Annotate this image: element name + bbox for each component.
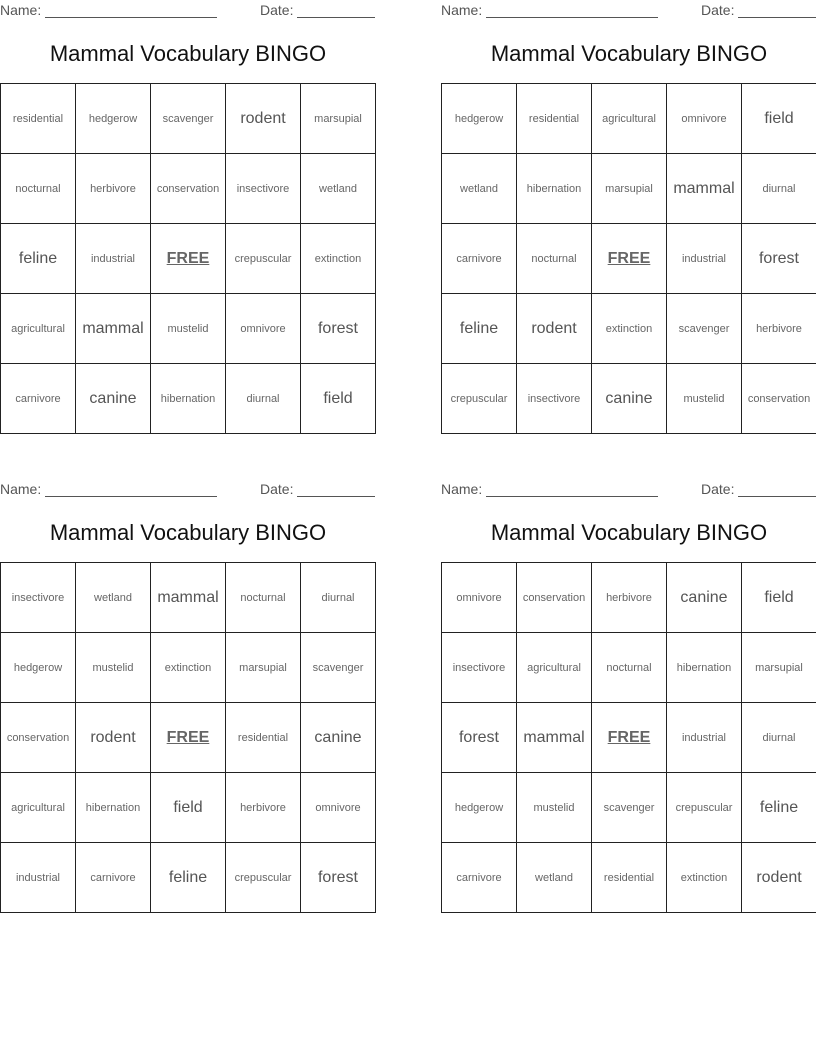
bingo-cell: mammal: [667, 154, 742, 224]
bingo-cell: residential: [592, 843, 667, 913]
bingo-row: [1, 633, 376, 703]
bingo-cell: scavenger: [592, 773, 667, 843]
name-line: [45, 482, 217, 497]
card-header: [441, 0, 816, 22]
bingo-cell: field: [151, 773, 226, 843]
bingo-cell: mustelid: [76, 633, 151, 703]
bingo-cell: conservation: [1, 703, 76, 773]
bingo-cell: agricultural: [592, 84, 667, 154]
bingo-cell: hibernation: [76, 773, 151, 843]
bingo-cell: forest: [301, 843, 376, 913]
bingo-card-1: [0, 0, 376, 407]
date-label: Date:: [701, 2, 735, 18]
date-field: [701, 2, 816, 18]
bingo-cell: nocturnal: [592, 633, 667, 703]
bingo-cell: residential: [1, 84, 76, 154]
date-line: [297, 3, 375, 18]
bingo-cell: forest: [742, 224, 816, 294]
name-label: Name:: [441, 2, 483, 18]
bingo-row: [442, 84, 816, 154]
bingo-row: [1, 773, 376, 843]
bingo-cell: residential: [226, 703, 301, 773]
bingo-cell: herbivore: [592, 563, 667, 633]
bingo-cell: insectivore: [226, 154, 301, 224]
bingo-cell: insectivore: [517, 364, 592, 434]
bingo-cell: mustelid: [517, 773, 592, 843]
bingo-cell: insectivore: [1, 563, 76, 633]
bingo-cell: nocturnal: [226, 563, 301, 633]
bingo-row: [442, 154, 816, 224]
bingo-cell: diurnal: [301, 563, 376, 633]
bingo-cell: omnivore: [667, 84, 742, 154]
bingo-cell: nocturnal: [1, 154, 76, 224]
bingo-cell: feline: [151, 843, 226, 913]
card-title: Mammal Vocabulary BINGO: [490, 520, 768, 545]
bingo-cell: extinction: [151, 633, 226, 703]
bingo-cell: feline: [442, 294, 517, 364]
bingo-cell: mustelid: [151, 294, 226, 364]
bingo-cell: scavenger: [151, 84, 226, 154]
bingo-cell: nocturnal: [517, 224, 592, 294]
free-space-cell: FREE: [151, 703, 226, 773]
bingo-card-2: [441, 0, 816, 407]
card-header: [441, 479, 816, 501]
bingo-cell: marsupial: [226, 633, 301, 703]
bingo-cell: omnivore: [442, 563, 517, 633]
bingo-row: [1, 294, 376, 364]
bingo-cell: hedgerow: [442, 84, 517, 154]
bingo-cell: wetland: [442, 154, 517, 224]
date-label: Date:: [701, 481, 735, 497]
bingo-cell: field: [742, 563, 816, 633]
date-field: [260, 2, 375, 18]
bingo-cell: forest: [442, 703, 517, 773]
bingo-cell: carnivore: [442, 843, 517, 913]
bingo-cell: forest: [301, 294, 376, 364]
bingo-cell: crepuscular: [667, 773, 742, 843]
bingo-cell: mammal: [151, 563, 226, 633]
bingo-cell: industrial: [1, 843, 76, 913]
bingo-row: [442, 843, 816, 913]
date-label: Date:: [260, 2, 294, 18]
bingo-row: [1, 224, 376, 294]
bingo-row: [1, 703, 376, 773]
bingo-cell: diurnal: [742, 703, 816, 773]
bingo-cell: hibernation: [151, 364, 226, 434]
bingo-row: [442, 703, 816, 773]
bingo-cell: mammal: [517, 703, 592, 773]
bingo-cell: diurnal: [742, 154, 816, 224]
bingo-row: [1, 843, 376, 913]
bingo-cell: marsupial: [742, 633, 816, 703]
bingo-grid: [0, 83, 376, 434]
bingo-cell: agricultural: [1, 294, 76, 364]
bingo-row: [442, 773, 816, 843]
bingo-cell: residential: [517, 84, 592, 154]
bingo-row: [442, 294, 816, 364]
name-line: [486, 482, 658, 497]
bingo-row: [1, 154, 376, 224]
bingo-cell: carnivore: [76, 843, 151, 913]
bingo-cell: scavenger: [667, 294, 742, 364]
free-space-cell: FREE: [151, 224, 226, 294]
card-title: Mammal Vocabulary BINGO: [490, 41, 768, 66]
bingo-cell: industrial: [667, 224, 742, 294]
bingo-row: [442, 633, 816, 703]
name-field: [441, 2, 658, 18]
bingo-cell: canine: [667, 563, 742, 633]
bingo-card-4: [441, 479, 816, 886]
bingo-row: [1, 84, 376, 154]
name-label: Name:: [441, 481, 483, 497]
date-field: [260, 481, 375, 497]
free-space-cell: FREE: [592, 224, 667, 294]
bingo-cell: industrial: [76, 224, 151, 294]
bingo-cell: hedgerow: [442, 773, 517, 843]
bingo-row: [1, 364, 376, 434]
bingo-cell: hedgerow: [76, 84, 151, 154]
bingo-cell: wetland: [301, 154, 376, 224]
bingo-row: [442, 364, 816, 434]
bingo-cell: crepuscular: [226, 843, 301, 913]
bingo-cell: wetland: [517, 843, 592, 913]
bingo-cell: canine: [76, 364, 151, 434]
bingo-cell: field: [742, 84, 816, 154]
bingo-cell: omnivore: [226, 294, 301, 364]
bingo-cell: agricultural: [517, 633, 592, 703]
bingo-cell: diurnal: [226, 364, 301, 434]
bingo-grid: [0, 562, 376, 913]
card-title: Mammal Vocabulary BINGO: [49, 41, 327, 66]
bingo-cell: scavenger: [301, 633, 376, 703]
bingo-cell: herbivore: [742, 294, 816, 364]
bingo-cell: field: [301, 364, 376, 434]
bingo-cell: rodent: [517, 294, 592, 364]
bingo-cell: crepuscular: [442, 364, 517, 434]
bingo-cell: rodent: [76, 703, 151, 773]
bingo-cell: conservation: [742, 364, 816, 434]
bingo-cell: canine: [301, 703, 376, 773]
name-label: Name:: [0, 481, 42, 497]
name-field: [441, 481, 658, 497]
bingo-cell: canine: [592, 364, 667, 434]
bingo-cell: rodent: [226, 84, 301, 154]
name-field: [0, 2, 217, 18]
bingo-cell: extinction: [667, 843, 742, 913]
date-line: [297, 482, 375, 497]
bingo-cell: extinction: [301, 224, 376, 294]
bingo-row: [442, 224, 816, 294]
card-header: [0, 479, 376, 501]
bingo-cell: insectivore: [442, 633, 517, 703]
bingo-cell: agricultural: [1, 773, 76, 843]
bingo-cell: extinction: [592, 294, 667, 364]
bingo-cell: herbivore: [226, 773, 301, 843]
bingo-cell: carnivore: [1, 364, 76, 434]
date-line: [738, 482, 816, 497]
bingo-grid: [441, 83, 816, 434]
name-line: [486, 3, 658, 18]
bingo-cell: conservation: [517, 563, 592, 633]
bingo-cell: industrial: [667, 703, 742, 773]
bingo-cell: wetland: [76, 563, 151, 633]
bingo-cell: hedgerow: [1, 633, 76, 703]
bingo-row: [442, 563, 816, 633]
bingo-cell: omnivore: [301, 773, 376, 843]
date-field: [701, 481, 816, 497]
bingo-cell: hibernation: [667, 633, 742, 703]
date-label: Date:: [260, 481, 294, 497]
bingo-cell: marsupial: [592, 154, 667, 224]
bingo-cell: feline: [1, 224, 76, 294]
free-space-cell: FREE: [592, 703, 667, 773]
bingo-cell: crepuscular: [226, 224, 301, 294]
name-label: Name:: [0, 2, 42, 18]
bingo-cell: marsupial: [301, 84, 376, 154]
bingo-cell: herbivore: [76, 154, 151, 224]
bingo-cell: hibernation: [517, 154, 592, 224]
card-header: [0, 0, 376, 22]
name-field: [0, 481, 217, 497]
bingo-cell: conservation: [151, 154, 226, 224]
bingo-cell: carnivore: [442, 224, 517, 294]
bingo-grid: [441, 562, 816, 913]
bingo-cell: feline: [742, 773, 816, 843]
bingo-cell: rodent: [742, 843, 816, 913]
bingo-cell: mustelid: [667, 364, 742, 434]
bingo-row: [1, 563, 376, 633]
bingo-card-3: [0, 479, 376, 886]
date-line: [738, 3, 816, 18]
bingo-cell: mammal: [76, 294, 151, 364]
name-line: [45, 3, 217, 18]
card-title: Mammal Vocabulary BINGO: [49, 520, 327, 545]
